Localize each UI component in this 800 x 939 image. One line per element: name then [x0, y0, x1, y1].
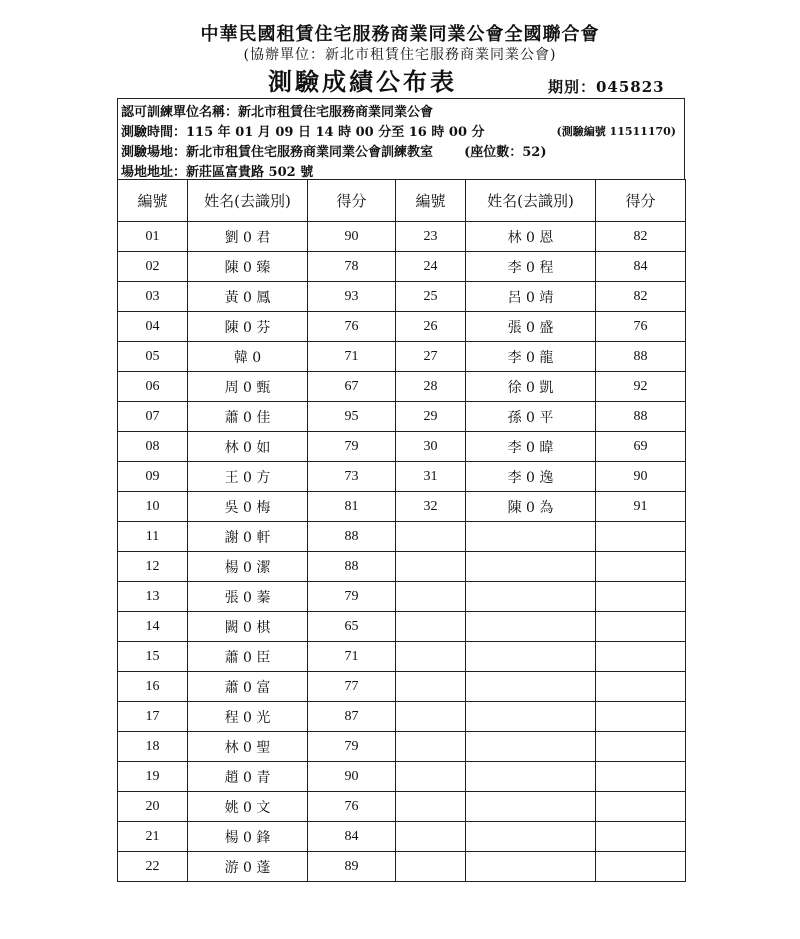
- student-score: 93: [308, 282, 396, 312]
- student-name-2: 陳 0 為: [466, 492, 596, 522]
- student-score: 76: [308, 792, 396, 822]
- student-id: 18: [118, 732, 188, 762]
- student-id: 08: [118, 432, 188, 462]
- student-id: 04: [118, 312, 188, 342]
- student-name-2: 李 0 逸: [466, 462, 596, 492]
- table-row: [118, 852, 686, 882]
- student-id-2: [396, 582, 466, 612]
- student-name-2: 李 0 程: [466, 252, 596, 282]
- student-score: 65: [308, 612, 396, 642]
- student-name: 吳 0 梅: [188, 492, 308, 522]
- student-name-2: 徐 0 凱: [466, 372, 596, 402]
- student-name: 謝 0 軒: [188, 522, 308, 552]
- student-name: 程 0 光: [188, 702, 308, 732]
- student-id: 12: [118, 552, 188, 582]
- student-name-2: 李 0 暐: [466, 432, 596, 462]
- student-score: 71: [308, 342, 396, 372]
- student-score: 79: [308, 432, 396, 462]
- student-name: 王 0 方: [188, 462, 308, 492]
- student-score-2: 82: [596, 282, 686, 312]
- student-id: 03: [118, 282, 188, 312]
- student-score: 79: [308, 732, 396, 762]
- student-score-2: [596, 552, 686, 582]
- student-score: 71: [308, 642, 396, 672]
- student-score-2: 91: [596, 492, 686, 522]
- student-id-2: [396, 522, 466, 552]
- student-name-2: [466, 762, 596, 792]
- student-score-2: [596, 582, 686, 612]
- student-id-2: 23: [396, 222, 466, 252]
- student-id: 22: [118, 852, 188, 882]
- header-score-2: 得分: [596, 180, 686, 222]
- student-id: 13: [118, 582, 188, 612]
- student-score-2: 84: [596, 252, 686, 282]
- student-name-2: [466, 852, 596, 882]
- student-name: 楊 0 潔: [188, 552, 308, 582]
- venue-text: 測驗場地：新北市租賃住宅服務商業同業公會訓練教室: [121, 145, 434, 160]
- student-name: 周 0 甄: [188, 372, 308, 402]
- student-id-2: 26: [396, 312, 466, 342]
- student-id: 06: [118, 372, 188, 402]
- student-score: 77: [308, 672, 396, 702]
- training-unit: 認可訓練單位名稱：新北市租賃住宅服務商業同業公會: [121, 105, 434, 120]
- student-name-2: 呂 0 靖: [466, 282, 596, 312]
- student-score-2: 88: [596, 342, 686, 372]
- student-score: 76: [308, 312, 396, 342]
- student-name-2: [466, 822, 596, 852]
- table-row: [118, 462, 686, 492]
- table-row: [118, 612, 686, 642]
- table-header-row: [118, 180, 686, 222]
- student-score: 73: [308, 462, 396, 492]
- student-id-2: 32: [396, 492, 466, 522]
- table-row: [118, 792, 686, 822]
- student-id: 01: [118, 222, 188, 252]
- exam-venue: [121, 141, 546, 160]
- student-score-2: 90: [596, 462, 686, 492]
- header-score: 得分: [308, 180, 396, 222]
- student-id: 02: [118, 252, 188, 282]
- student-name-2: [466, 642, 596, 672]
- student-name-2: 張 0 盛: [466, 312, 596, 342]
- student-score-2: 69: [596, 432, 686, 462]
- student-score: 90: [308, 762, 396, 792]
- student-id-2: [396, 642, 466, 672]
- student-id-2: 24: [396, 252, 466, 282]
- exam-number: (測驗編號 11511170): [556, 125, 676, 138]
- period-label: 期別：045823: [548, 78, 665, 96]
- student-name: 劉 0 君: [188, 222, 308, 252]
- student-id-2: 27: [396, 342, 466, 372]
- student-score-2: [596, 792, 686, 822]
- student-name: 黃 0 鳳: [188, 282, 308, 312]
- table-row: [118, 432, 686, 462]
- student-name: 闕 0 棋: [188, 612, 308, 642]
- student-name: 蕭 0 佳: [188, 402, 308, 432]
- student-score-2: [596, 642, 686, 672]
- student-name: 陳 0 臻: [188, 252, 308, 282]
- co-organizer: (協辦單位：新北市租賃住宅服務商業同業公會): [243, 47, 557, 63]
- student-score: 90: [308, 222, 396, 252]
- student-id-2: [396, 822, 466, 852]
- student-score-2: 82: [596, 222, 686, 252]
- student-score-2: 88: [596, 402, 686, 432]
- student-name: 楊 0 鋒: [188, 822, 308, 852]
- exam-time: 測驗時間：115 年 01 月 09 日 14 時 00 分至 16 時 00 分: [121, 125, 485, 140]
- student-id-2: 28: [396, 372, 466, 402]
- student-id: 17: [118, 702, 188, 732]
- student-id-2: [396, 732, 466, 762]
- student-id: 07: [118, 402, 188, 432]
- header-id-2: 編號: [396, 180, 466, 222]
- student-id-2: 31: [396, 462, 466, 492]
- student-id: 19: [118, 762, 188, 792]
- student-name: 林 0 如: [188, 432, 308, 462]
- student-name-2: 孫 0 平: [466, 402, 596, 432]
- table-row: [118, 672, 686, 702]
- table-row: [118, 732, 686, 762]
- student-score: 67: [308, 372, 396, 402]
- student-id: 15: [118, 642, 188, 672]
- student-score-2: [596, 822, 686, 852]
- score-table-body: [118, 222, 686, 882]
- student-name: 陳 0 芬: [188, 312, 308, 342]
- student-score-2: [596, 732, 686, 762]
- student-id: 10: [118, 492, 188, 522]
- student-name: 姚 0 文: [188, 792, 308, 822]
- organization-title: 中華民國租賃住宅服務商業同業公會全國聯合會: [200, 24, 600, 45]
- student-id-2: [396, 852, 466, 882]
- table-row: [118, 522, 686, 552]
- student-score-2: [596, 852, 686, 882]
- header-name: 姓名(去識別): [188, 180, 308, 222]
- student-id: 11: [118, 522, 188, 552]
- seat-count: (座位數：52): [464, 145, 547, 160]
- student-score-2: [596, 612, 686, 642]
- student-name-2: [466, 552, 596, 582]
- student-name-2: [466, 732, 596, 762]
- table-row: [118, 822, 686, 852]
- student-name: 韓 0: [188, 342, 308, 372]
- student-score: 87: [308, 702, 396, 732]
- table-row: [118, 402, 686, 432]
- student-name-2: [466, 702, 596, 732]
- student-score: 84: [308, 822, 396, 852]
- student-name-2: 林 0 恩: [466, 222, 596, 252]
- student-id: 05: [118, 342, 188, 372]
- table-row: [118, 762, 686, 792]
- student-score: 95: [308, 402, 396, 432]
- student-name-2: [466, 672, 596, 702]
- table-row: [118, 282, 686, 312]
- student-name: 蕭 0 臣: [188, 642, 308, 672]
- table-row: [118, 552, 686, 582]
- student-name: 張 0 蓁: [188, 582, 308, 612]
- score-table: [117, 179, 686, 882]
- student-score-2: 92: [596, 372, 686, 402]
- table-row: [118, 252, 686, 282]
- student-id: 21: [118, 822, 188, 852]
- student-id-2: [396, 792, 466, 822]
- student-name-2: [466, 612, 596, 642]
- student-score-2: [596, 522, 686, 552]
- student-score: 78: [308, 252, 396, 282]
- table-row: [118, 312, 686, 342]
- table-row: [118, 702, 686, 732]
- venue-address: 場地地址：新莊區富貴路 502 號: [121, 165, 314, 180]
- student-name: 游 0 蓬: [188, 852, 308, 882]
- table-row: [118, 342, 686, 372]
- student-name: 蕭 0 富: [188, 672, 308, 702]
- table-row: [118, 492, 686, 522]
- student-score: 81: [308, 492, 396, 522]
- student-name-2: [466, 582, 596, 612]
- student-score-2: [596, 672, 686, 702]
- student-id-2: [396, 762, 466, 792]
- student-name: 趙 0 青: [188, 762, 308, 792]
- page-title: 測驗成績公布表: [268, 67, 457, 96]
- student-name-2: 李 0 龍: [466, 342, 596, 372]
- student-id-2: [396, 702, 466, 732]
- header-id: 編號: [118, 180, 188, 222]
- table-row: [118, 372, 686, 402]
- table-row: [118, 582, 686, 612]
- student-score: 88: [308, 522, 396, 552]
- student-score-2: 76: [596, 312, 686, 342]
- table-row: [118, 222, 686, 252]
- student-id-2: [396, 672, 466, 702]
- student-id-2: 30: [396, 432, 466, 462]
- header-name-2: 姓名(去識別): [466, 180, 596, 222]
- student-name-2: [466, 792, 596, 822]
- student-score: 88: [308, 552, 396, 582]
- exam-info-box: [117, 98, 685, 179]
- student-id: 09: [118, 462, 188, 492]
- student-id: 14: [118, 612, 188, 642]
- student-id-2: [396, 612, 466, 642]
- student-score: 89: [308, 852, 396, 882]
- student-score-2: [596, 702, 686, 732]
- student-score: 79: [308, 582, 396, 612]
- student-score-2: [596, 762, 686, 792]
- student-name-2: [466, 522, 596, 552]
- student-id-2: 29: [396, 402, 466, 432]
- student-id: 20: [118, 792, 188, 822]
- student-id-2: [396, 552, 466, 582]
- student-id-2: 25: [396, 282, 466, 312]
- student-id: 16: [118, 672, 188, 702]
- table-row: [118, 642, 686, 672]
- student-name: 林 0 聖: [188, 732, 308, 762]
